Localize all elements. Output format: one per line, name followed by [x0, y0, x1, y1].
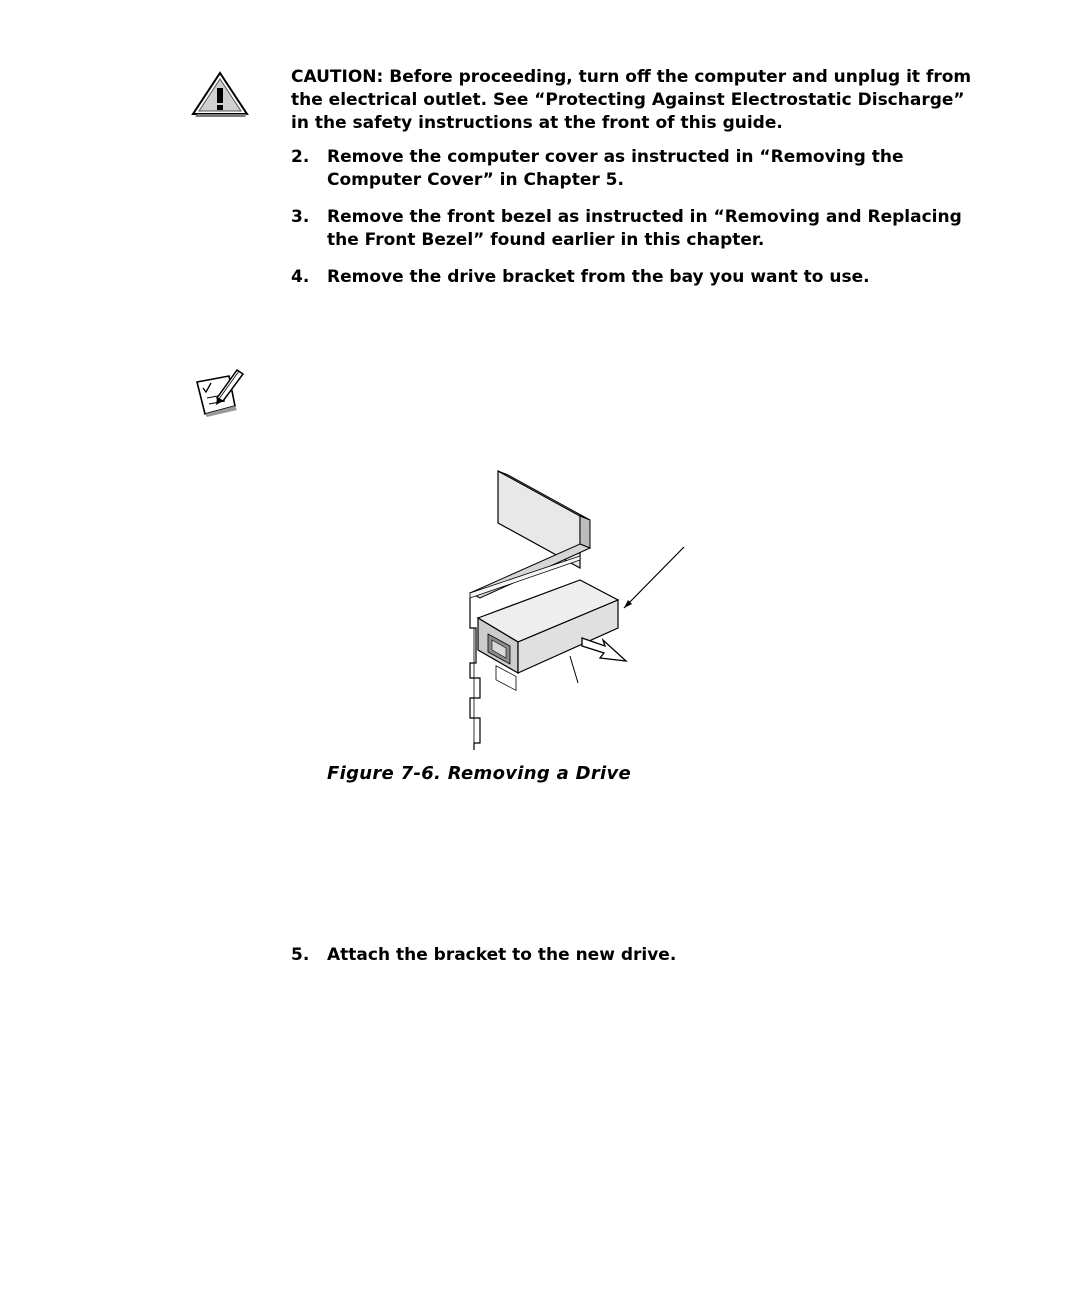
step-text: Remove the computer cover as instructed in “Removing the Computer Cover” in Chapter 5.: [327, 147, 904, 190]
step-text: Remove the front bezel as instructed in “Removing and Replacing the Front Bezel” found earlier in this chapter.: [327, 207, 962, 250]
step-3: [291, 206, 981, 252]
step-4: [291, 266, 981, 289]
step-text: Attach the bracket to the new drive.: [327, 945, 677, 965]
step-number: 4.: [291, 267, 310, 287]
step-number: 2.: [291, 147, 310, 167]
step-number: 3.: [291, 207, 310, 227]
note-icon: [193, 368, 249, 418]
step-text: Remove the drive bracket from the bay you want to use.: [327, 267, 870, 287]
step-5: [291, 944, 981, 967]
step-number: 5.: [291, 945, 310, 965]
drive-removal-figure: [440, 468, 690, 753]
figure-caption: Figure 7-6. Removing a Drive: [327, 763, 632, 784]
caution-icon: [190, 70, 250, 118]
step-2: [291, 146, 981, 192]
caution-text: CAUTION: Before proceeding, turn off the computer and unplug it from the electrical outlet. See “Protecting Against Electrostatic Discharge” in the safety instructions at the front of this guide.: [291, 67, 972, 133]
